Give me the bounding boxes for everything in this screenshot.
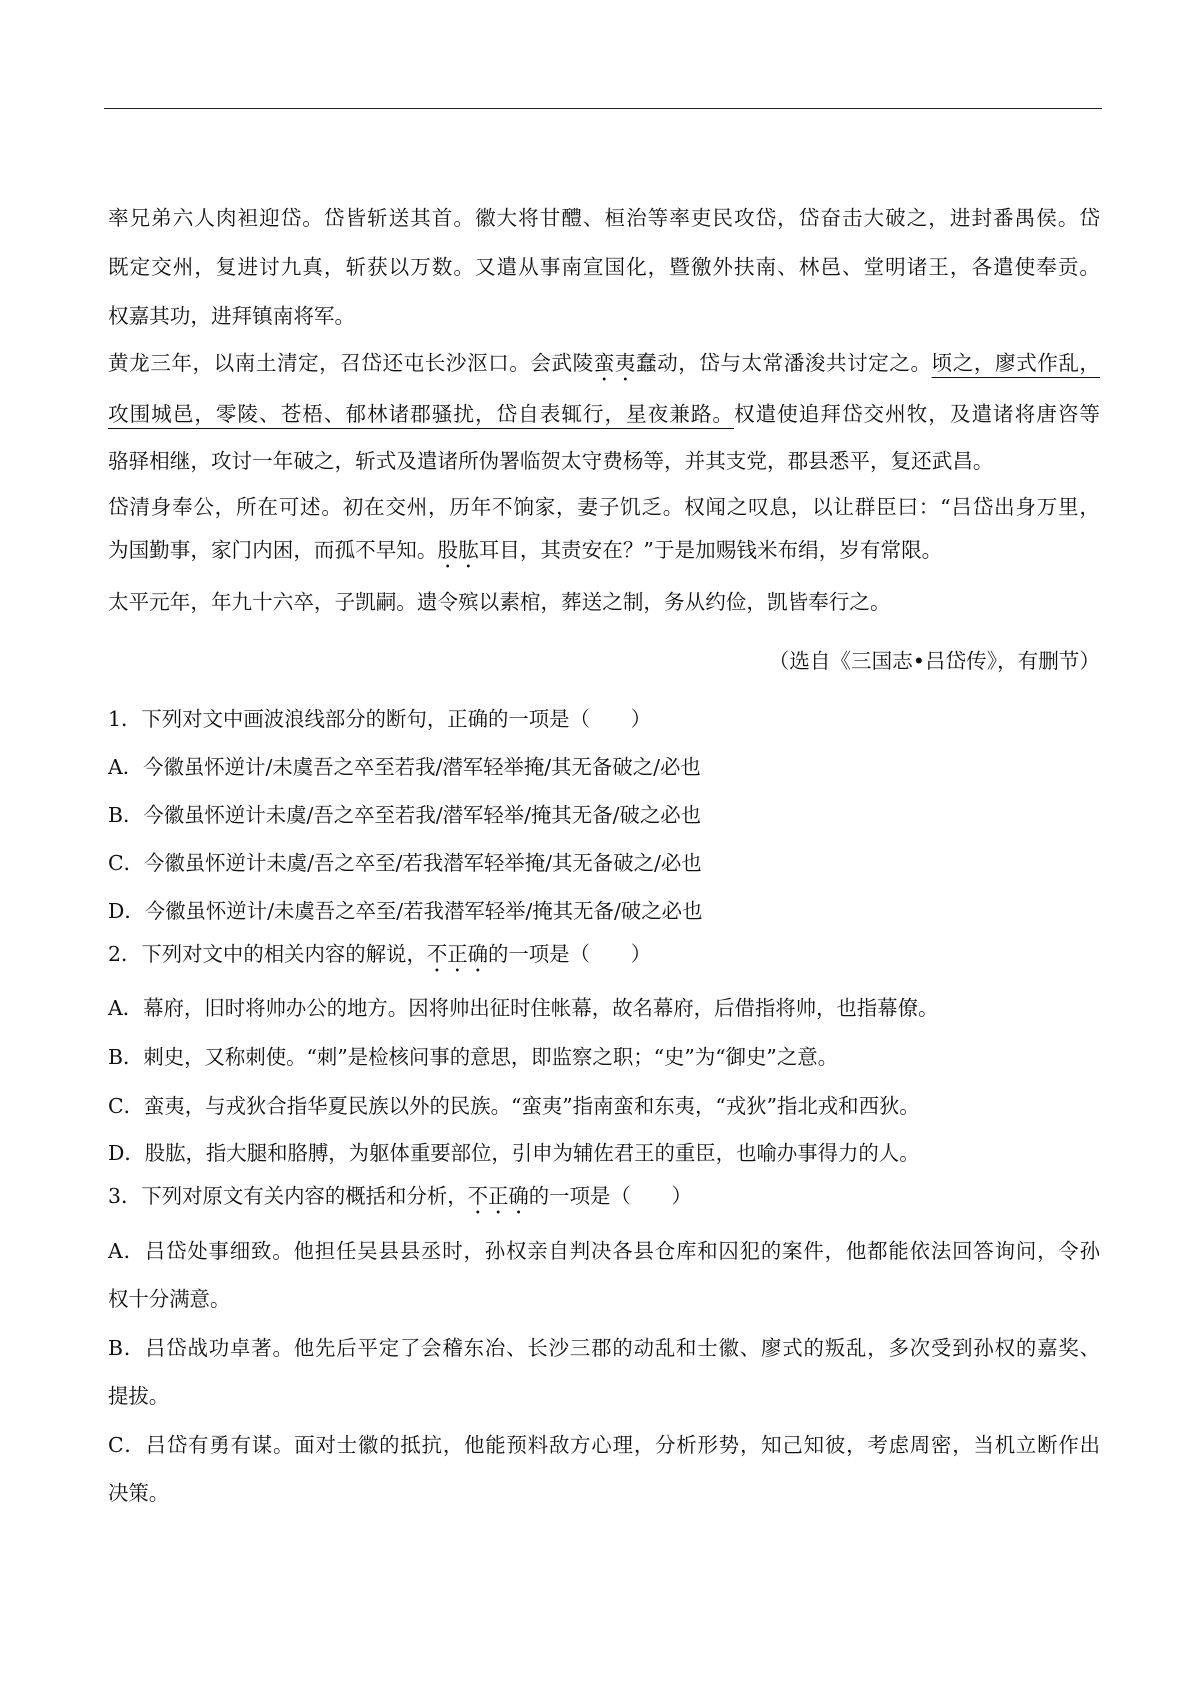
option-line [108,1430,1100,1460]
option-text: 提拔。 [108,1384,170,1408]
passage-line [108,399,1100,429]
option-line [108,896,1100,926]
passage-text: 权遣使追拜岱交州牧，及遣诸将唐咨等 [734,402,1100,426]
option-line-continued [108,1381,1100,1411]
underlined-text: 攻围城邑，零陵、苍梧、郁林诸郡骚扰，岱自表辄行，星夜兼路。 [108,402,735,426]
passage-text: 岱清身奉公，所在可述。初在交州，历年不饷家，妻子饥乏。权闻之叹息，以让群臣曰：“吕岱出身万里， [108,495,1100,519]
passage-line [108,535,1100,565]
option-line-continued [108,1284,1100,1314]
option-line [108,800,1100,830]
question-text: 的一项是（ ） [528,1184,692,1208]
passage-line [108,301,1100,331]
source-citation [108,646,1100,676]
option-line [108,1236,1100,1266]
option-text: D．今徽虽怀逆计/未虞吾之卒至/若我潜军轻举/掩其无备/破之必也 [108,899,703,923]
underlined-text: 顷之，廖式作乱， [931,351,1101,375]
passage-line [108,203,1100,233]
passage-text: 蠢动，岱与太常潘浚共讨定之。 [635,351,932,375]
passage-text: 率兄弟六人肉袒迎岱。岱皆斩送其首。徽大将甘醴、桓治等率吏民攻岱，岱奋击大破之，进封番禺侯。岱 [108,206,1100,230]
option-text: D．股肱，指大腿和胳膊，为躯体重要部位，引申为辅佐君王的重臣，也喻办事得力的人。 [108,1141,920,1165]
passage-line [108,446,1100,476]
option-line [108,993,1100,1023]
question-stem [108,939,1100,969]
option-text: A．吕岱处事细致。他担任吴县县丞时，孙权亲自判决各县仓库和囚犯的案件，他都能依法回答询问，令孙 [108,1239,1100,1263]
option-line [108,752,1100,782]
option-text: B．吕岱战功卓著。他先后平定了会稽东冶、长沙三郡的动乱和士徽、廖式的叛乱，多次受到孙权的嘉奖、 [108,1336,1100,1360]
question-text: 的一项是（ ） [488,942,652,966]
passage-text: 为国勤事，家门内困，而孤不早知。 [108,538,438,562]
passage-text: 权嘉其功，进拜镇南将军。 [108,304,356,328]
source-text: （选自《三国志•吕岱传》，有删节） [768,649,1100,673]
option-line-continued [108,1478,1100,1508]
option-line [108,1042,1100,1072]
option-line [108,1138,1100,1168]
option-line [108,848,1100,878]
passage-text: 既定交州，复进讨九真，斩获以万数。又遣从事南宣国化，暨徼外扶南、林邑、堂明诸王，各遣使奉贡。 [108,255,1100,279]
question-stem [108,704,1100,734]
option-text: A．今徽虽怀逆计/未虞吾之卒至若我/潜军轻举掩/其无备破之/必也 [108,755,701,779]
passage-line [108,587,1100,617]
question-text: 3．下列对原文有关内容的概括和分析， [108,1184,468,1208]
option-line [108,1091,1100,1121]
question-text: 1．下列对文中画波浪线部分的断句，正确的一项是（ ） [108,707,652,731]
header-rule [104,108,1102,109]
passage-text: 黄龙三年，以南土清定，召岱还屯长沙沤口。会武陵 [108,351,594,375]
option-line [108,1333,1100,1363]
question-stem [108,1181,1100,1211]
emphasis-text: 不正确 [426,942,489,966]
passage-text: 耳目，其责安在？”于是加赐钱米布绢，岁有常限。 [478,538,943,562]
passage-text: 骆驿相继，攻讨一年破之，斩式及遣诸所伪署临贺太守费杨等，并其支党，郡县悉平，复还武昌。 [108,449,994,473]
passage-line [108,348,1100,378]
passage-text: 太平元年，年九十六卒，子凯嗣。遗令殡以素棺，葬送之制，务从约俭，凯皆奉行之。 [108,590,891,614]
option-text: 权十分满意。 [108,1287,231,1311]
option-text: B．刺史，又称刺使。“刺”是检核问事的意思，即监察之职；“史”为“御史”之意。 [108,1045,839,1069]
emphasis-text: 不正确 [467,1184,529,1208]
passage-line [108,492,1100,522]
option-text: 决策。 [108,1481,170,1505]
passage-line [108,252,1100,282]
option-text: C．今徽虽怀逆计未虞/吾之卒至/若我潜军轻举掩/其无备破之/必也 [108,851,702,875]
option-text: C．蛮夷，与戎狄合指华夏民族以外的民族。“蛮夷”指南蛮和东夷，“戎狄”指北戎和西狄。 [108,1094,920,1118]
question-text: 2．下列对文中的相关内容的解说， [108,942,427,966]
emphasis-text: 股肱 [437,538,479,562]
option-text: B．今徽虽怀逆计未虞/吾之卒至若我/潜军轻举/掩其无备/破之必也 [108,803,702,827]
emphasis-text: 蛮夷 [593,351,636,375]
option-text: C．吕岱有勇有谋。面对士徽的抵抗，他能预料敌方心理，分析形势，知己知彼，考虑周密，当机立断作出 [108,1433,1100,1457]
option-text: A．幕府，旧时将帅办公的地方。因将帅出征时住帐幕，故名幕府，后借指将帅，也指幕僚。 [108,996,939,1020]
